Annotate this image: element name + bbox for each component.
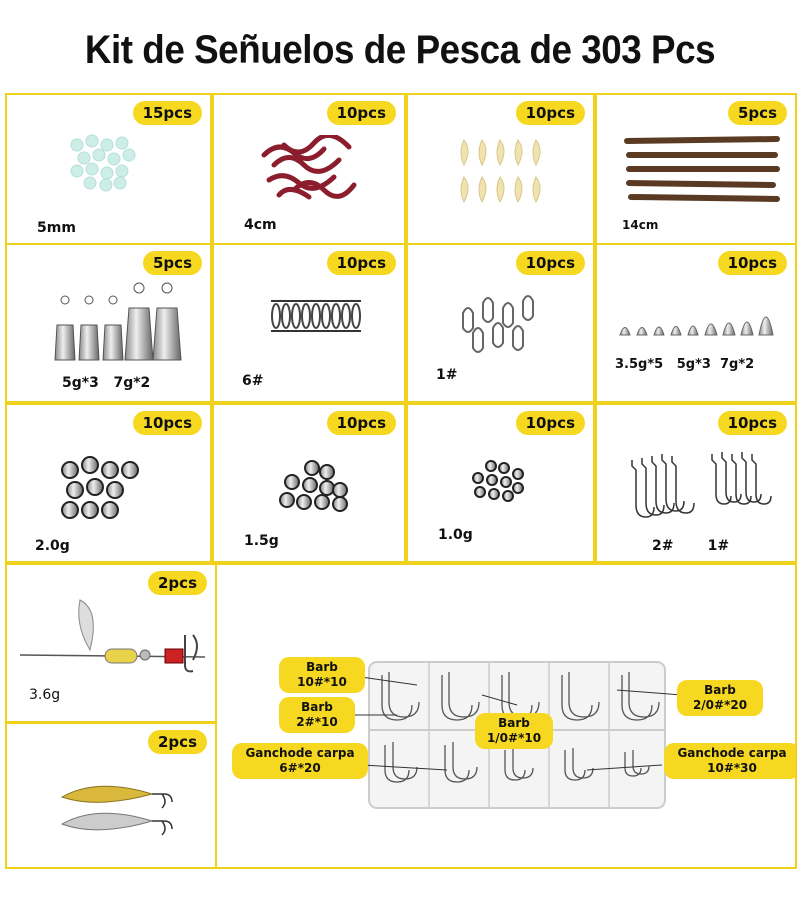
weight-label: 1.5g xyxy=(244,533,279,549)
cell-worms xyxy=(212,93,406,245)
qty-badge: 10pcs xyxy=(327,251,396,275)
cell-beads-1g xyxy=(406,403,595,563)
cell-grubs xyxy=(406,93,595,245)
cell-hook-box xyxy=(215,563,797,869)
red-worms-image xyxy=(254,135,364,205)
qty-badge: 2pcs xyxy=(148,730,207,754)
cell-worm-hooks xyxy=(595,403,797,563)
cell-stick-worms xyxy=(595,93,797,245)
qty-badge: 10pcs xyxy=(516,251,585,275)
glow-beads-image xyxy=(62,133,162,203)
weight-label: 1.0g xyxy=(438,527,473,543)
cell-beads xyxy=(5,93,212,245)
callout-carp-10: Ganchode carpa 10#*30 xyxy=(664,743,797,779)
qty-badge: 10pcs xyxy=(327,411,396,435)
spinner-lure-image xyxy=(15,595,215,675)
size-label: 14cm xyxy=(622,218,659,232)
qty-badge: 10pcs xyxy=(327,101,396,125)
qty-badge: 10pcs xyxy=(718,251,787,275)
qty-badge: 2pcs xyxy=(148,571,207,595)
qty-badge: 10pcs xyxy=(133,411,202,435)
qty-badge: 15pcs xyxy=(133,101,202,125)
callout-barb-2-0: Barb 2/0#*20 xyxy=(677,680,763,716)
weight-label: 3.6g xyxy=(29,687,61,703)
qty-badge: 5pcs xyxy=(143,251,202,275)
metal-beads-image xyxy=(466,460,526,505)
size-label: 1# xyxy=(436,367,458,383)
qty-badge: 5pcs xyxy=(728,101,787,125)
metal-beads-image xyxy=(55,455,145,525)
qty-badge: 10pcs xyxy=(516,101,585,125)
cell-snaps xyxy=(406,243,595,403)
callout-carp-6: Ganchode carpa 6#*20 xyxy=(232,743,368,779)
spoon-lures-image xyxy=(57,779,197,839)
weight-label: 3.5g*5 5g*3 7g*2 xyxy=(615,357,755,372)
cell-spoons xyxy=(5,722,217,869)
size-label: 6# xyxy=(242,373,264,389)
title-underline xyxy=(22,72,778,86)
cell-spinner xyxy=(5,563,217,723)
grub-baits-image xyxy=(456,135,556,215)
callout-barb-1-0: Barb 1/0#*10 xyxy=(475,713,553,749)
cell-beads-2g xyxy=(5,403,212,563)
callout-barb-10: Barb 10#*10 xyxy=(279,657,365,693)
cell-beads-15g xyxy=(212,403,406,563)
weight-label: 5g*3 7g*2 xyxy=(62,375,151,391)
stick-worms-image xyxy=(617,133,787,213)
size-label: 5mm xyxy=(37,220,76,236)
cell-swivels xyxy=(212,243,406,403)
callout-barb-2: Barb 2#*10 xyxy=(279,697,355,733)
size-label: 4cm xyxy=(244,217,277,233)
qty-badge: 10pcs xyxy=(718,411,787,435)
snaps-image xyxy=(453,293,543,363)
page-title: Kit de Señuelos de Pesca de 303 Pcs xyxy=(84,28,716,72)
cell-sinkers-swivel xyxy=(5,243,212,403)
swivels-image xyxy=(266,293,366,343)
size-label: 2# 1# xyxy=(652,538,730,554)
worm-hooks-image xyxy=(622,450,782,520)
metal-beads-image xyxy=(272,460,352,515)
weight-label: 2.0g xyxy=(35,538,70,554)
qty-badge: 10pcs xyxy=(516,411,585,435)
bullet-sinkers-image xyxy=(615,295,785,345)
swivel-sinkers-image xyxy=(47,280,187,370)
cell-bullet-sinkers xyxy=(595,243,797,403)
